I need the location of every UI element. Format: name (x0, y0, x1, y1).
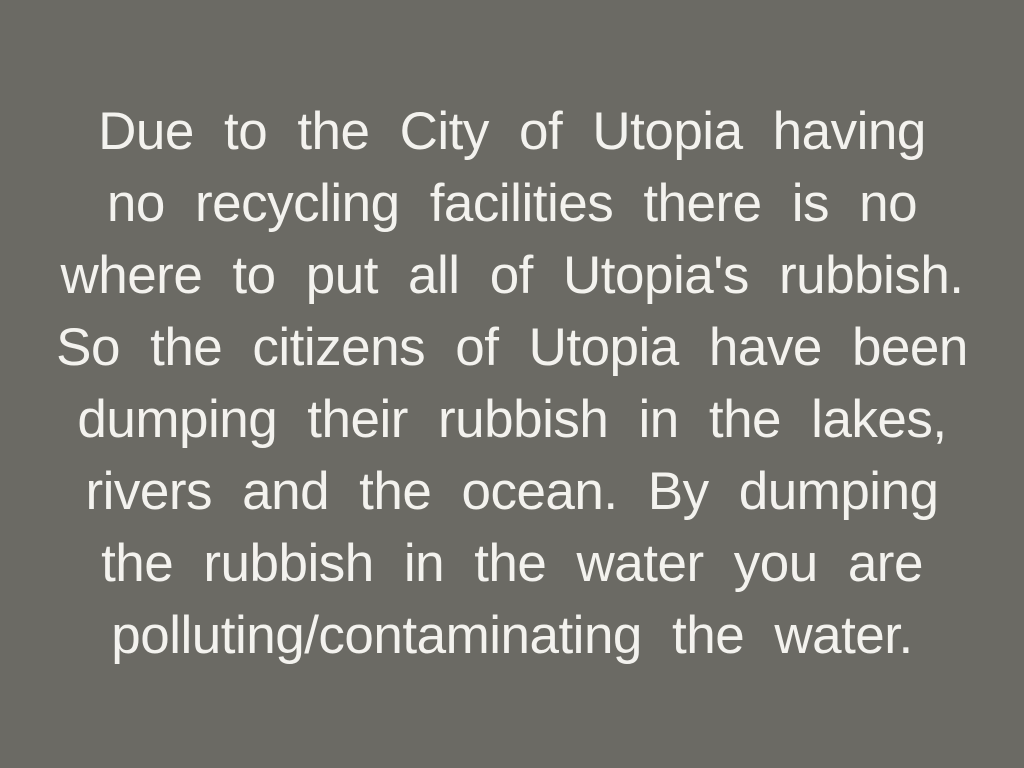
slide-text-line: Due to the City of Utopia having (98, 102, 926, 161)
slide-body-text (0, 96, 1024, 672)
slide-text-line: no recycling facilities there is no (106, 174, 918, 233)
slide-text-line: So the citizens of Utopia have been (56, 318, 968, 377)
slide-text-line: polluting/contaminating the water. (111, 606, 913, 665)
slide-text-line: the rubbish in the water you are (101, 534, 923, 593)
slide-text-line: rivers and the ocean. By dumping (85, 462, 939, 521)
slide-text-line: dumping their rubbish in the lakes, (77, 390, 947, 449)
slide-text-line: where to put all of Utopia's rubbish. (60, 246, 964, 305)
